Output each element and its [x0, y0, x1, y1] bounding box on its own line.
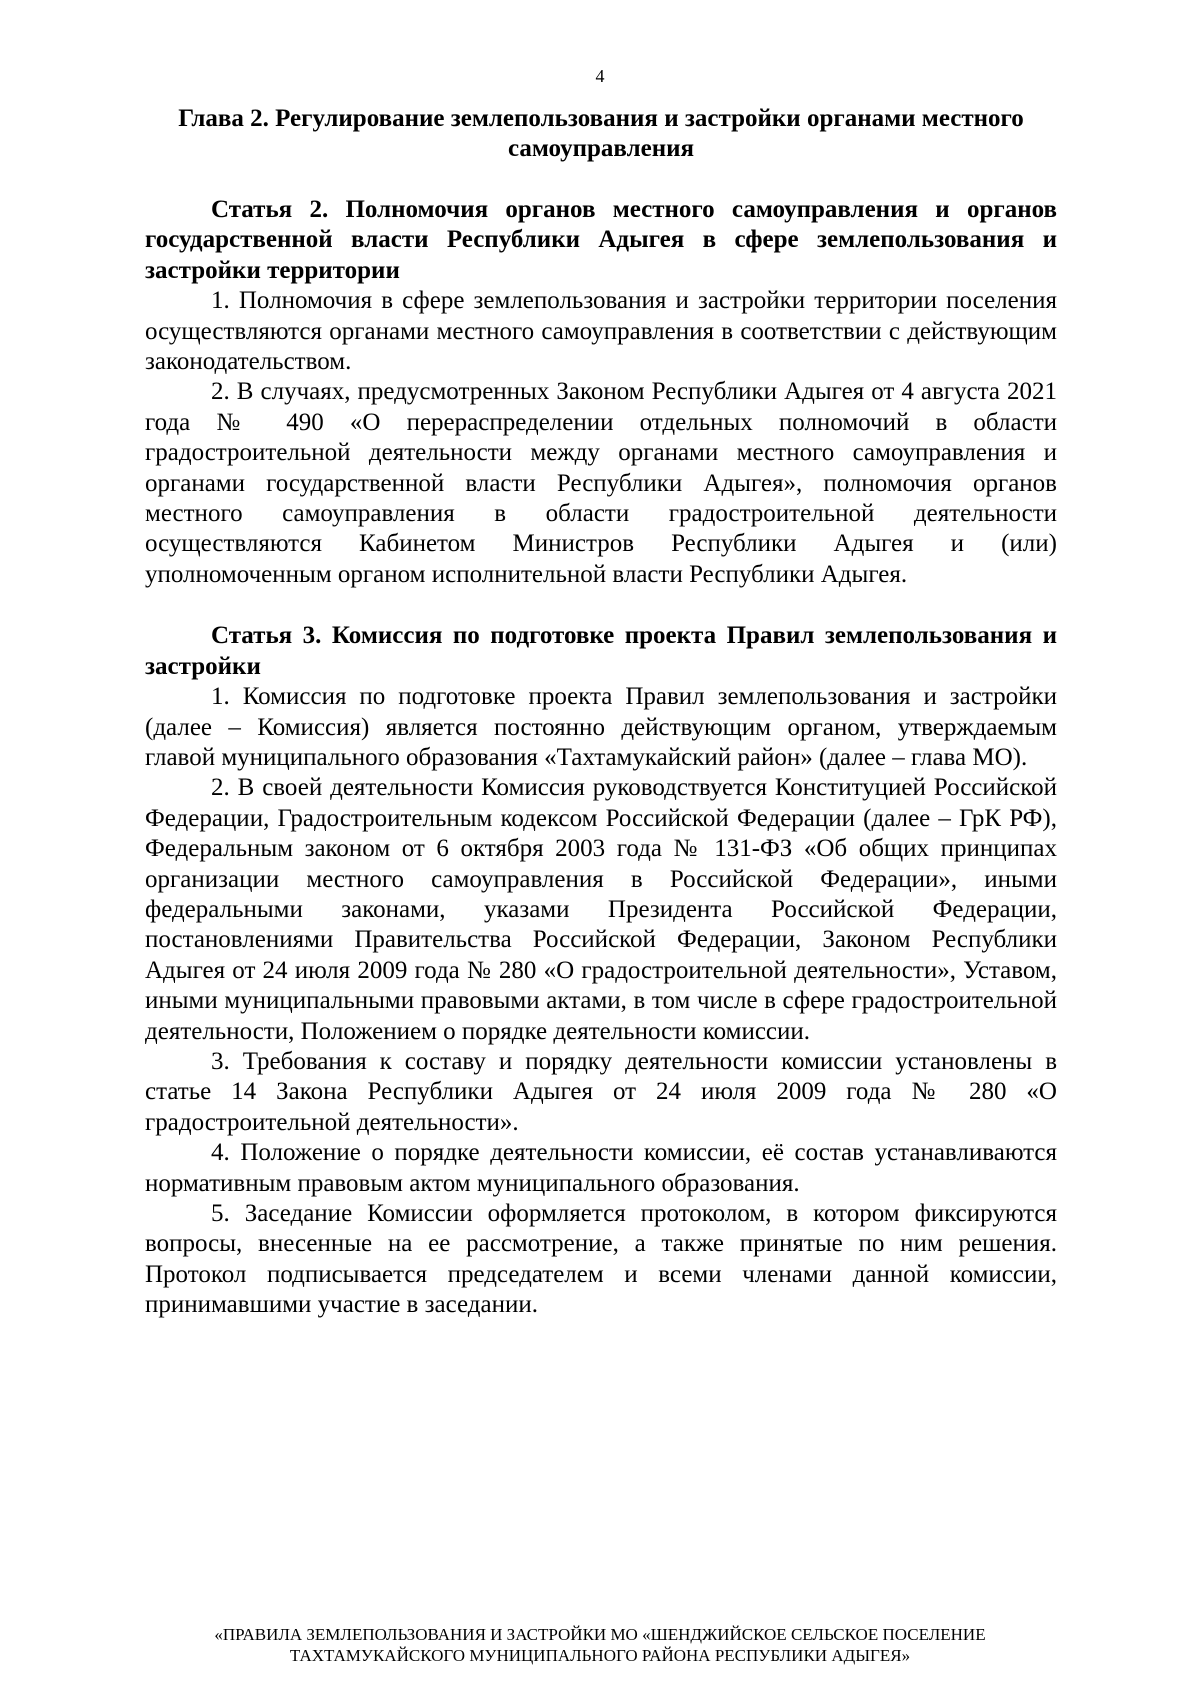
article-2-paragraph-2: 2. В случаях, предусмотренных Законом Республики Адыгея от 4 августа 2021 года № 490 «О перераспределении отдельных полномочий в области градостроительной деятельности между органами местного самоуправления и органами государственной власти Республики Адыгея», полномочия органов местного самоуправления в области градостроительной деятельности осуществляются Кабинетом Министров Республики Адыгея и (или) уполномоченным органом исполнительной власти Республики Адыгея.: [145, 378, 1057, 588]
chapter-title: Глава 2. Регулирование землепользования и застройки органами местного самоуправления: [178, 105, 1024, 162]
article-2-heading: Статья 2. Полномочия органов местного самоуправления и органов государственной власти Республики Адыгея в сфере землепользования и застройки территории: [145, 196, 1057, 284]
article-2-paragraph-1: 1. Полномочия в сфере землепользования и застройки территории поселения осуществляются органами местного самоуправления в соответствии с действующим законодательством.: [145, 287, 1057, 376]
article-3-heading: Статья 3. Комиссия по подготовке проекта Правил землепользования и застройки: [145, 622, 1057, 680]
footer-line-1: «ПРАВИЛА ЗЕМЛЕПОЛЬЗОВАНИЯ И ЗАСТРОЙКИ МО «ШЕНДЖИЙСКОЕ СЕЛЬСКОЕ ПОСЕЛЕНИЕ: [214, 1625, 986, 1644]
article-3: [145, 621, 1057, 1320]
page-footer: [0, 1624, 1200, 1666]
document-body: [145, 104, 1057, 1321]
article-3-paragraph-4: 4. Положение о порядке деятельности комиссии, её состав устанавливаются нормативным правовым актом муниципального образования.: [145, 1139, 1057, 1197]
article-2: [145, 195, 1057, 590]
article-3-paragraph-3: 3. Требования к составу и порядку деятельности комиссии установлены в статье 14 Закона Республики Адыгея от 24 июля 2009 года № 280 «О градостроительной деятельности».: [145, 1047, 1057, 1136]
page-number: 4: [595, 66, 605, 86]
article-3-paragraph-5: 5. Заседание Комиссии оформляется протоколом, в котором фиксируются вопросы, внесенные на ее рассмотрение, а также принятые по ним решения. Протокол подписывается председателем и всеми членами данной комиссии, принимавшими участие в заседании.: [145, 1200, 1057, 1319]
article-3-paragraph-1: 1. Комиссия по подготовке проекта Правил землепользования и застройки (далее – Комиссия) является постоянно действующим органом, утверждаемым главой муниципального образования «Тахтамукайский район» (далее – глава МО).: [145, 683, 1057, 771]
footer-line-2: ТАХТАМУКАЙСКОГО МУНИЦИПАЛЬНОГО РАЙОНА РЕСПУБЛИКИ АДЫГЕЯ»: [289, 1646, 911, 1665]
article-3-paragraph-2: 2. В своей деятельности Комиссия руководствуется Конституцией Российской Федерации, Градостроительным кодексом Российской Федерации (далее – ГрК РФ), Федеральным законом от 6 октября 2003 года № 131-ФЗ «Об общих принципах организации местного самоуправления в Российской Федерации», иными федеральными законами, указами Президента Российской Федерации, постановлениями Правительства Российской Федерации, Законом Республики Адыгея от 24 июля 2009 года № 280 «О градостроительной деятельности», Уставом, иными муниципальными правовыми актами, в том числе в сфере градостроительной деятельности, Положением о порядке деятельности комиссии.: [145, 774, 1057, 1045]
